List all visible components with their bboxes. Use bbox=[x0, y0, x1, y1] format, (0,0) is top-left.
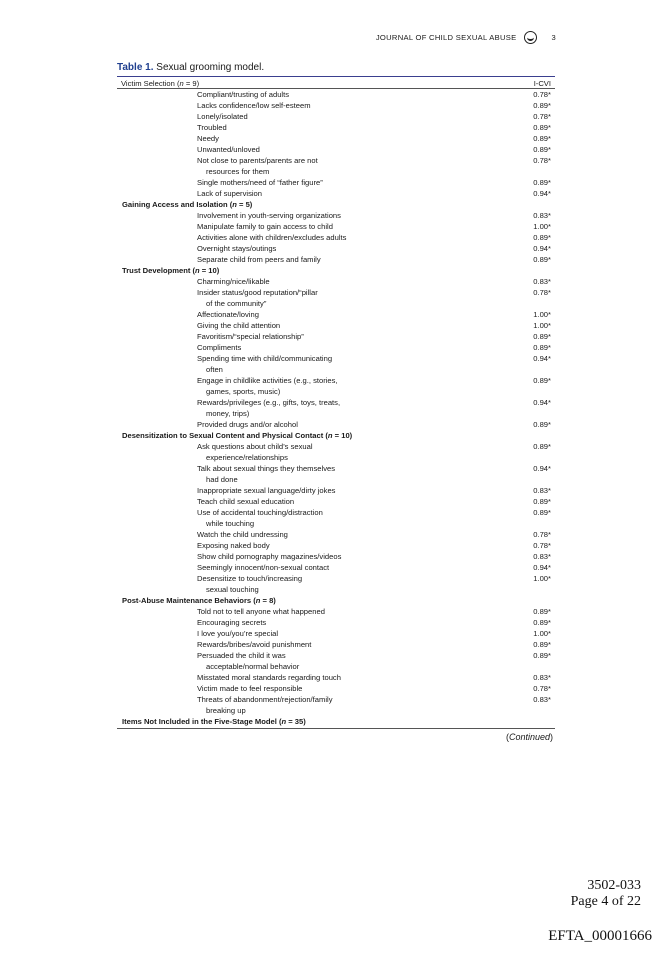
row-item-text: Troubled bbox=[197, 123, 227, 132]
row-icvi-value: 0.78* bbox=[533, 156, 551, 165]
table-row bbox=[117, 331, 555, 342]
row-item-text: Insider status/good reputation/“pillar bbox=[197, 288, 318, 297]
document-stamp bbox=[571, 878, 641, 910]
table-row bbox=[117, 122, 555, 133]
table-row bbox=[117, 133, 555, 144]
row-item bbox=[117, 122, 437, 133]
row-item bbox=[117, 694, 437, 716]
row-item-text: Rewards/privileges (e.g., gifts, toys, treats, bbox=[197, 398, 341, 407]
row-item bbox=[117, 342, 437, 353]
header-victim-selection: Victim Selection (n = 9) bbox=[121, 79, 200, 88]
table-row bbox=[117, 100, 555, 111]
row-item-text: Needy bbox=[197, 134, 219, 143]
row-icvi-value: 0.83* bbox=[533, 211, 551, 220]
row-item bbox=[117, 287, 437, 309]
row-icvi-value: 0.83* bbox=[533, 673, 551, 682]
row-icvi-value: 0.89* bbox=[533, 145, 551, 154]
table-row bbox=[117, 375, 555, 397]
table-row bbox=[117, 89, 555, 100]
row-item bbox=[117, 375, 437, 397]
doc-code: 3502-033 bbox=[587, 878, 641, 893]
row-item-text: Lack of supervision bbox=[197, 189, 263, 198]
row-item-text: Charming/nice/likable bbox=[197, 277, 270, 286]
table-row bbox=[117, 419, 555, 430]
journal-title: JOURNAL OF CHILD SEXUAL ABUSE bbox=[375, 33, 517, 42]
table-row bbox=[117, 694, 555, 716]
row-item bbox=[117, 606, 437, 617]
row-item-text: Show child pornography magazines/videos bbox=[197, 552, 342, 561]
row-item bbox=[117, 650, 437, 672]
group-gaining-access bbox=[117, 210, 555, 265]
row-icvi-value: 0.89* bbox=[533, 442, 551, 451]
row-item bbox=[117, 617, 437, 628]
row-item-text: Compliments bbox=[197, 343, 242, 352]
row-item bbox=[117, 485, 437, 496]
continued-note: (Continued) bbox=[505, 732, 553, 742]
row-item-continuation: often bbox=[206, 365, 223, 374]
row-item bbox=[117, 210, 437, 221]
row-item-text: Engage in childlike activities (e.g., stories, bbox=[197, 376, 338, 385]
row-icvi-value: 0.78* bbox=[533, 541, 551, 550]
table-row bbox=[117, 177, 555, 188]
row-item bbox=[117, 320, 437, 331]
row-icvi-value: 0.94* bbox=[533, 244, 551, 253]
row-item bbox=[117, 331, 437, 342]
row-icvi-value: 0.83* bbox=[533, 552, 551, 561]
row-item-text: Desensitize to touch/increasing bbox=[197, 574, 303, 583]
table-row bbox=[117, 540, 555, 551]
row-item bbox=[117, 243, 437, 254]
table-row bbox=[117, 672, 555, 683]
row-item bbox=[117, 628, 437, 639]
row-item-text: I love you/you’re special bbox=[197, 629, 279, 638]
table-row bbox=[117, 441, 555, 463]
table-row bbox=[117, 144, 555, 155]
row-item-continuation: experience/relationships bbox=[206, 453, 288, 462]
row-item bbox=[117, 419, 437, 430]
row-icvi-value: 0.89* bbox=[533, 640, 551, 649]
row-item bbox=[117, 397, 437, 419]
row-icvi-value: 0.83* bbox=[533, 277, 551, 286]
row-icvi-value: 0.89* bbox=[533, 332, 551, 341]
group-post-abuse bbox=[117, 606, 555, 716]
table-row bbox=[117, 639, 555, 650]
row-icvi-value: 0.94* bbox=[533, 398, 551, 407]
row-icvi-value: 0.89* bbox=[533, 420, 551, 429]
row-icvi-value: 0.89* bbox=[533, 123, 551, 132]
row-icvi-value: 0.83* bbox=[533, 486, 551, 495]
table-row bbox=[117, 683, 555, 694]
row-item bbox=[117, 276, 437, 287]
row-item-text: Persuaded the child it was bbox=[197, 651, 286, 660]
row-icvi-value: 1.00* bbox=[533, 629, 551, 638]
row-item-continuation: sexual touching bbox=[206, 585, 259, 594]
row-item-text: Spending time with child/communicating bbox=[197, 354, 333, 363]
row-item bbox=[117, 540, 437, 551]
table-row bbox=[117, 276, 555, 287]
row-item-text: Watch the child undressing bbox=[197, 530, 288, 539]
table-row bbox=[117, 353, 555, 375]
row-icvi-value: 0.78* bbox=[533, 684, 551, 693]
row-item-continuation: had done bbox=[206, 475, 238, 484]
page-of: Page 4 of 22 bbox=[570, 894, 641, 909]
row-icvi-value: 0.94* bbox=[533, 189, 551, 198]
table-row bbox=[117, 573, 555, 595]
row-item bbox=[117, 133, 437, 144]
table-row bbox=[117, 287, 555, 309]
section-not-included: Items Not Included in the Five-Stage Model (n = 35) bbox=[122, 717, 306, 726]
row-icvi-value: 1.00* bbox=[533, 310, 551, 319]
row-icvi-value: 0.89* bbox=[533, 607, 551, 616]
row-item bbox=[117, 672, 437, 683]
row-icvi-value: 1.00* bbox=[533, 222, 551, 231]
row-item-continuation: breaking up bbox=[206, 706, 246, 715]
row-icvi-value: 0.94* bbox=[533, 354, 551, 363]
row-item bbox=[117, 221, 437, 232]
row-item bbox=[117, 144, 437, 155]
row-icvi-value: 0.89* bbox=[533, 508, 551, 517]
row-item-continuation: acceptable/normal behavior bbox=[206, 662, 300, 671]
row-icvi-value: 0.89* bbox=[533, 233, 551, 242]
table-row bbox=[117, 309, 555, 320]
table-row bbox=[117, 529, 555, 540]
page-number: 3 bbox=[551, 33, 556, 42]
row-item-text: Activities alone with children/excludes adults bbox=[197, 233, 347, 242]
row-icvi-value: 1.00* bbox=[533, 574, 551, 583]
row-item bbox=[117, 507, 437, 529]
table-caption-label: Table 1. bbox=[117, 62, 154, 73]
row-item bbox=[117, 309, 437, 320]
table-body bbox=[117, 89, 555, 727]
table-caption-text: Sexual grooming model. bbox=[156, 62, 265, 73]
row-icvi-value: 0.89* bbox=[533, 343, 551, 352]
row-item bbox=[117, 232, 437, 243]
row-item-continuation: games, sports, music) bbox=[206, 387, 281, 396]
row-item-continuation: resources for them bbox=[206, 167, 270, 176]
row-item-text: Lacks confidence/low self-esteem bbox=[197, 101, 311, 110]
row-icvi-value: 0.89* bbox=[533, 376, 551, 385]
row-icvi-value: 0.94* bbox=[533, 563, 551, 572]
section-post-abuse: Post-Abuse Maintenance Behaviors (n = 8) bbox=[122, 596, 276, 605]
table-row bbox=[117, 188, 555, 199]
row-icvi-value: 0.89* bbox=[533, 651, 551, 660]
table-row bbox=[117, 496, 555, 507]
row-item-text: Favoritism/“special relationship” bbox=[197, 332, 304, 341]
row-item-text: Use of accidental touching/distraction bbox=[197, 508, 323, 517]
group-victim-selection bbox=[117, 89, 555, 199]
table-row bbox=[117, 210, 555, 221]
row-item-text: Single mothers/need of “father figure” bbox=[197, 178, 323, 187]
row-item-text: Overnight stays/outings bbox=[197, 244, 277, 253]
table-row bbox=[117, 485, 555, 496]
row-item-text: Provided drugs and/or alcohol bbox=[197, 420, 298, 429]
table-row bbox=[117, 507, 555, 529]
journal-logo-icon bbox=[524, 31, 537, 44]
row-item bbox=[117, 188, 437, 199]
row-icvi-value: 0.78* bbox=[533, 90, 551, 99]
row-item-text: Giving the child attention bbox=[197, 321, 281, 330]
row-item-text: Lonely/isolated bbox=[197, 112, 248, 121]
row-item-text: Told not to tell anyone what happened bbox=[197, 607, 325, 616]
table-row bbox=[117, 243, 555, 254]
row-item-text: Separate child from peers and family bbox=[197, 255, 321, 264]
row-icvi-value: 0.89* bbox=[533, 255, 551, 264]
row-item-text: Compliant/trusting of adults bbox=[197, 90, 290, 99]
header-icvi: I-CVI bbox=[533, 79, 551, 88]
row-item bbox=[117, 89, 437, 100]
row-icvi-value: 0.78* bbox=[533, 112, 551, 121]
table-row bbox=[117, 232, 555, 243]
running-head bbox=[376, 31, 556, 44]
row-item-text: Encouraging secrets bbox=[197, 618, 267, 627]
table-row bbox=[117, 111, 555, 122]
table-row bbox=[117, 628, 555, 639]
row-item bbox=[117, 155, 437, 177]
table-row bbox=[117, 254, 555, 265]
table-row bbox=[117, 342, 555, 353]
section-desensitization: Desensitization to Sexual Content and Physical Contact (n = 10) bbox=[122, 431, 353, 440]
table-row bbox=[117, 562, 555, 573]
row-item bbox=[117, 441, 437, 463]
table-row bbox=[117, 397, 555, 419]
table-row bbox=[117, 606, 555, 617]
row-item-text: Involvement in youth-serving organizations bbox=[197, 211, 341, 220]
row-item bbox=[117, 100, 437, 111]
group-trust-development bbox=[117, 276, 555, 430]
row-item-text: Misstated moral standards regarding touch bbox=[197, 673, 341, 682]
row-item-text: Seemingly innocent/non-sexual contact bbox=[197, 563, 330, 572]
row-item-text: Talk about sexual things they themselves bbox=[197, 464, 336, 473]
row-item-text: Not close to parents/parents are not bbox=[197, 156, 318, 165]
row-item bbox=[117, 463, 437, 485]
row-item bbox=[117, 639, 437, 650]
row-icvi-value: 0.89* bbox=[533, 101, 551, 110]
row-item-text: Threats of abandonment/rejection/family bbox=[197, 695, 333, 704]
efta-number: EFTA_00001666 bbox=[548, 928, 652, 944]
row-item-text: Manipulate family to gain access to child bbox=[197, 222, 333, 231]
table-row bbox=[117, 650, 555, 672]
row-icvi-value: 0.89* bbox=[533, 178, 551, 187]
row-item bbox=[117, 353, 437, 375]
row-item bbox=[117, 573, 437, 595]
row-item bbox=[117, 562, 437, 573]
row-item-text: Victim made to feel responsible bbox=[197, 684, 303, 693]
row-icvi-value: 0.89* bbox=[533, 134, 551, 143]
row-item-text: Teach child sexual education bbox=[197, 497, 295, 506]
section-trust-development: Trust Development (n = 10) bbox=[122, 266, 220, 275]
row-item-text: Ask questions about child’s sexual bbox=[197, 442, 313, 451]
row-item bbox=[117, 683, 437, 694]
table-caption bbox=[117, 62, 555, 73]
row-item-text: Unwanted/unloved bbox=[197, 145, 260, 154]
section-gaining-access: Gaining Access and Isolation (n = 5) bbox=[122, 200, 253, 209]
table-row bbox=[117, 221, 555, 232]
row-item-continuation: money, trips) bbox=[206, 409, 250, 418]
row-item bbox=[117, 254, 437, 265]
row-icvi-value: 0.89* bbox=[533, 497, 551, 506]
row-item bbox=[117, 177, 437, 188]
table-row bbox=[117, 617, 555, 628]
row-icvi-value: 0.94* bbox=[533, 464, 551, 473]
row-icvi-value: 0.78* bbox=[533, 288, 551, 297]
row-icvi-value: 0.83* bbox=[533, 695, 551, 704]
row-icvi-value: 0.78* bbox=[533, 530, 551, 539]
row-icvi-value: 0.89* bbox=[533, 618, 551, 627]
row-item bbox=[117, 551, 437, 562]
row-item-text: Rewards/bribes/avoid punishment bbox=[197, 640, 312, 649]
row-item bbox=[117, 529, 437, 540]
group-desensitization bbox=[117, 441, 555, 595]
table-row bbox=[117, 463, 555, 485]
row-item-continuation: while touching bbox=[206, 519, 255, 528]
table-header bbox=[117, 77, 555, 88]
table-row bbox=[117, 155, 555, 177]
table-row bbox=[117, 551, 555, 562]
row-item-continuation: of the community” bbox=[206, 299, 267, 308]
row-item-text: Inappropriate sexual language/dirty jokes bbox=[197, 486, 336, 495]
row-item-text: Exposing naked body bbox=[197, 541, 270, 550]
row-item bbox=[117, 111, 437, 122]
grooming-model-table bbox=[117, 62, 555, 742]
row-item-text: Affectionate/loving bbox=[197, 310, 259, 319]
row-icvi-value: 1.00* bbox=[533, 321, 551, 330]
table-row bbox=[117, 320, 555, 331]
row-item bbox=[117, 496, 437, 507]
